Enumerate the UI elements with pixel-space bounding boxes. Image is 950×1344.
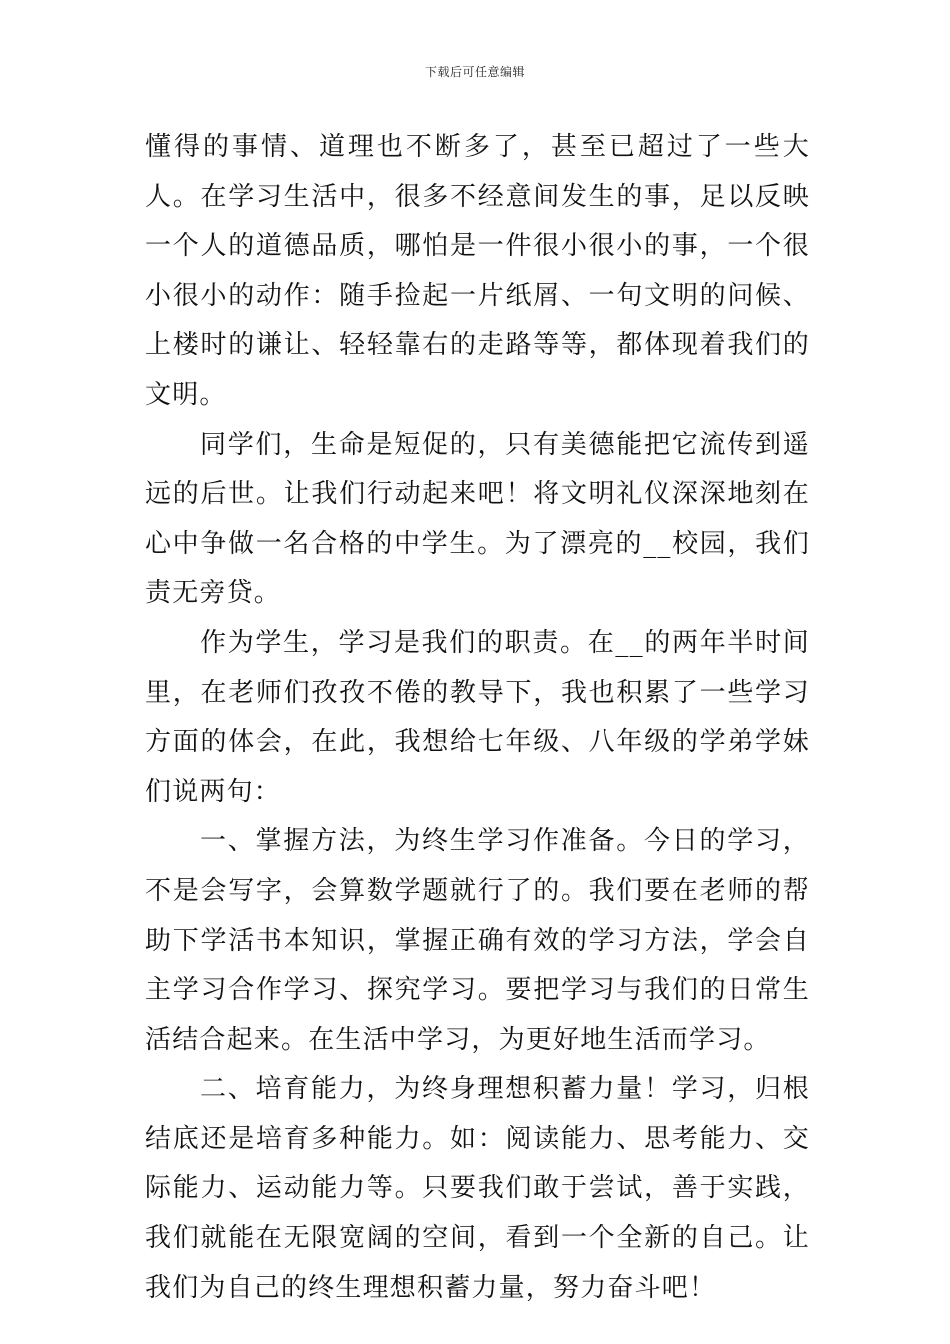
paragraph-4: 一、掌握方法，为终生学习作准备。今日的学习，不是会写字，会算数学题就行了的。我们要在老师的帮助下学活书本知识，掌握正确有效的学习方法，学会自主学习合作学习、探究学习。要把学习与我们的日常生活结合起来。在生活中学习，为更好地生活而学习。: [145, 826, 810, 1055]
paragraph-3: 作为学生，学习是我们的职责。在__的两年半时间里，在老师们孜孜不倦的教导下，我也积累了一些学习方面的体会，在此，我想给七年级、八年级的学弟学妹们说两句：: [145, 627, 810, 807]
page-header: 下载后可任意编辑: [424, 65, 525, 79]
paragraph-1: 懂得的事情、道理也不断多了，甚至已超过了一些大人。在学习生活中，很多不经意间发生的事，足以反映一个人的道德品质，哪怕是一件很小很小的事，一个很小很小的动作：随手捡起一片纸屑、一句文明的问候、上楼时的谦让、轻轻靠右的走路等等，都体现着我们的文明。: [145, 132, 810, 410]
paragraph-2: 同学们，生命是短促的，只有美德能把它流传到遥远的后世。让我们行动起来吧！将文明礼仪深深地刻在心中争做一名合格的中学生。为了漂亮的__校园，我们责无旁贷。: [145, 429, 810, 609]
paragraph-5: 二、培育能力，为终身理想积蓄力量！学习，归根结底还是培育多种能力。如：阅读能力、思考能力、交际能力、运动能力等。只要我们敢于尝试，善于实践，我们就能在无限宽阔的空间，看到一个全新的自己。让我们为自己的终生理想积蓄力量，努力奋斗吧！: [145, 1074, 810, 1303]
document-body: [145, 123, 810, 1313]
